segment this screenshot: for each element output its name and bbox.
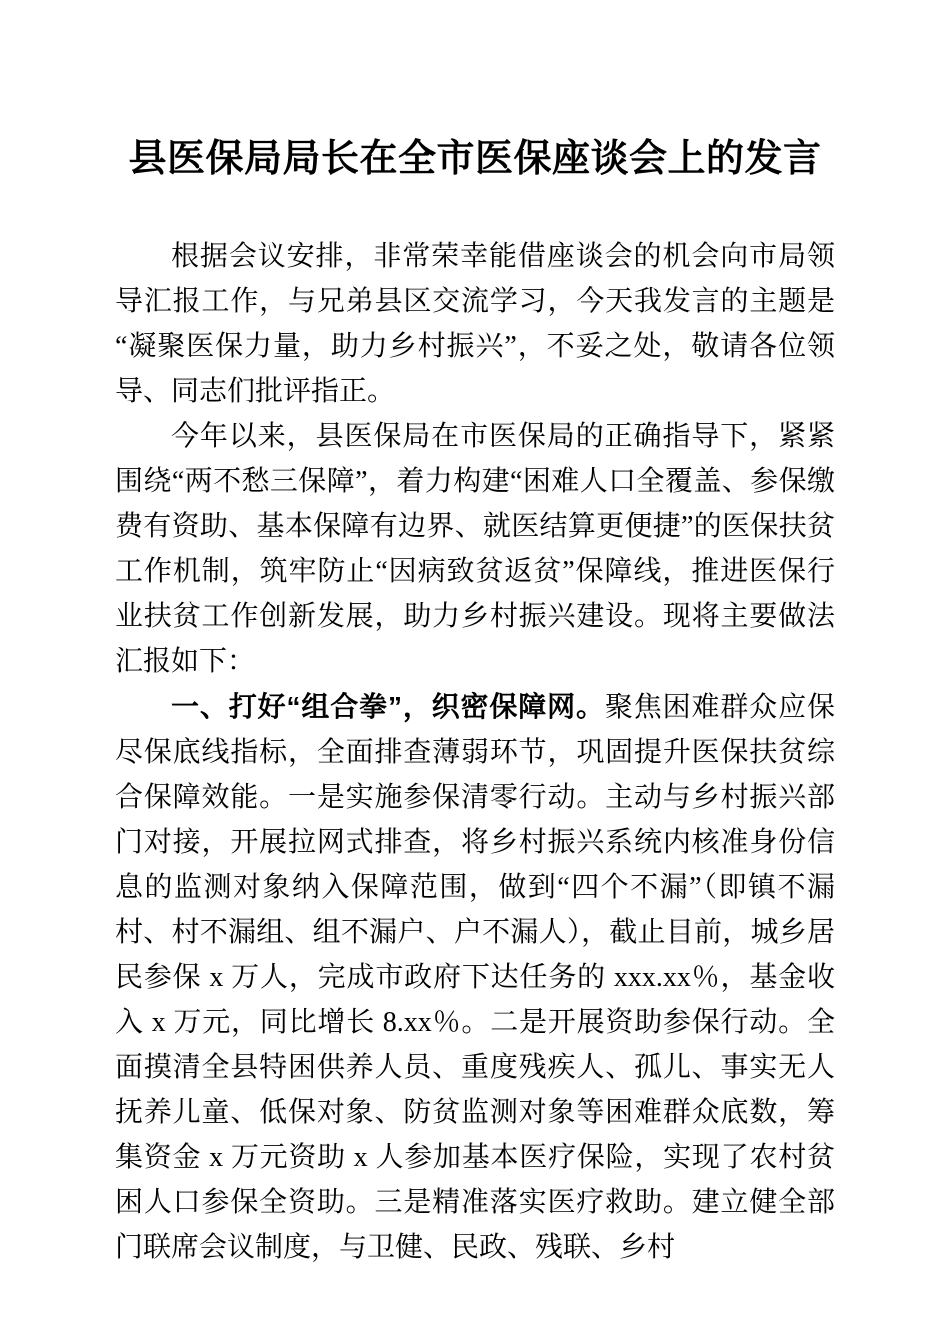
paragraph-overview: 今年以来，县医保局在市医保局的正确指导下，紧紧围绕“两不愁三保障”，着力构建“困难人口全覆盖、参保缴费有资助、基本保障有边界、就医结算更便捷”的医保扶贫工作机制，筑牢防止“因病致贫返贫”保障线，推进医保行业扶贫工作创新发展，助力乡村振兴建设。现将主要做法汇报如下：	[115, 421, 835, 677]
document-title: 县医保局局长在全市医保座谈会上的发言	[128, 138, 822, 180]
section-one-heading: 一、打好“组合拳”，织密保障网。	[171, 691, 605, 722]
section-one-body: 聚焦困难群众应保尽保底线指标，全面排查薄弱环节，巩固提升医保扶贫综合保障效能。一是实施参保清零行动。主动与乡村振兴部门对接，开展拉网式排查，将乡村振兴系统内核准身份信息的监测对象纳入保障范围，做到“四个不漏”（即镇不漏村、村不漏组、组不漏户、户不漏人），截止目前，城乡居民参保 x 万人，完成市政府下达任务的 xxx.xx％，基金收入 x 万元，同比增长 8.xx％。二是开展资助参保行动。全面摸清全县特困供养人员、重度残疾人、孤儿、事实无人抚养儿童、低保对象、防贫监测对象等困难群众底数，筹集资金 x 万元资助 x 人参加基本医疗保险，实现了农村贫困人口参保全资助。三是精准落实医疗救助。建立健全部门联席会议制度，与卫健、民政、残联、乡村	[115, 692, 835, 1263]
paragraph-section-one	[115, 684, 835, 1270]
paragraph-opening: 根据会议安排，非常荣幸能借座谈会的机会向市局领导汇报工作，与兄弟县区交流学习，今天我发言的主题是“凝聚医保力量，助力乡村振兴”，不妥之处，敬请各位领导、同志们批评指正。	[115, 241, 835, 407]
